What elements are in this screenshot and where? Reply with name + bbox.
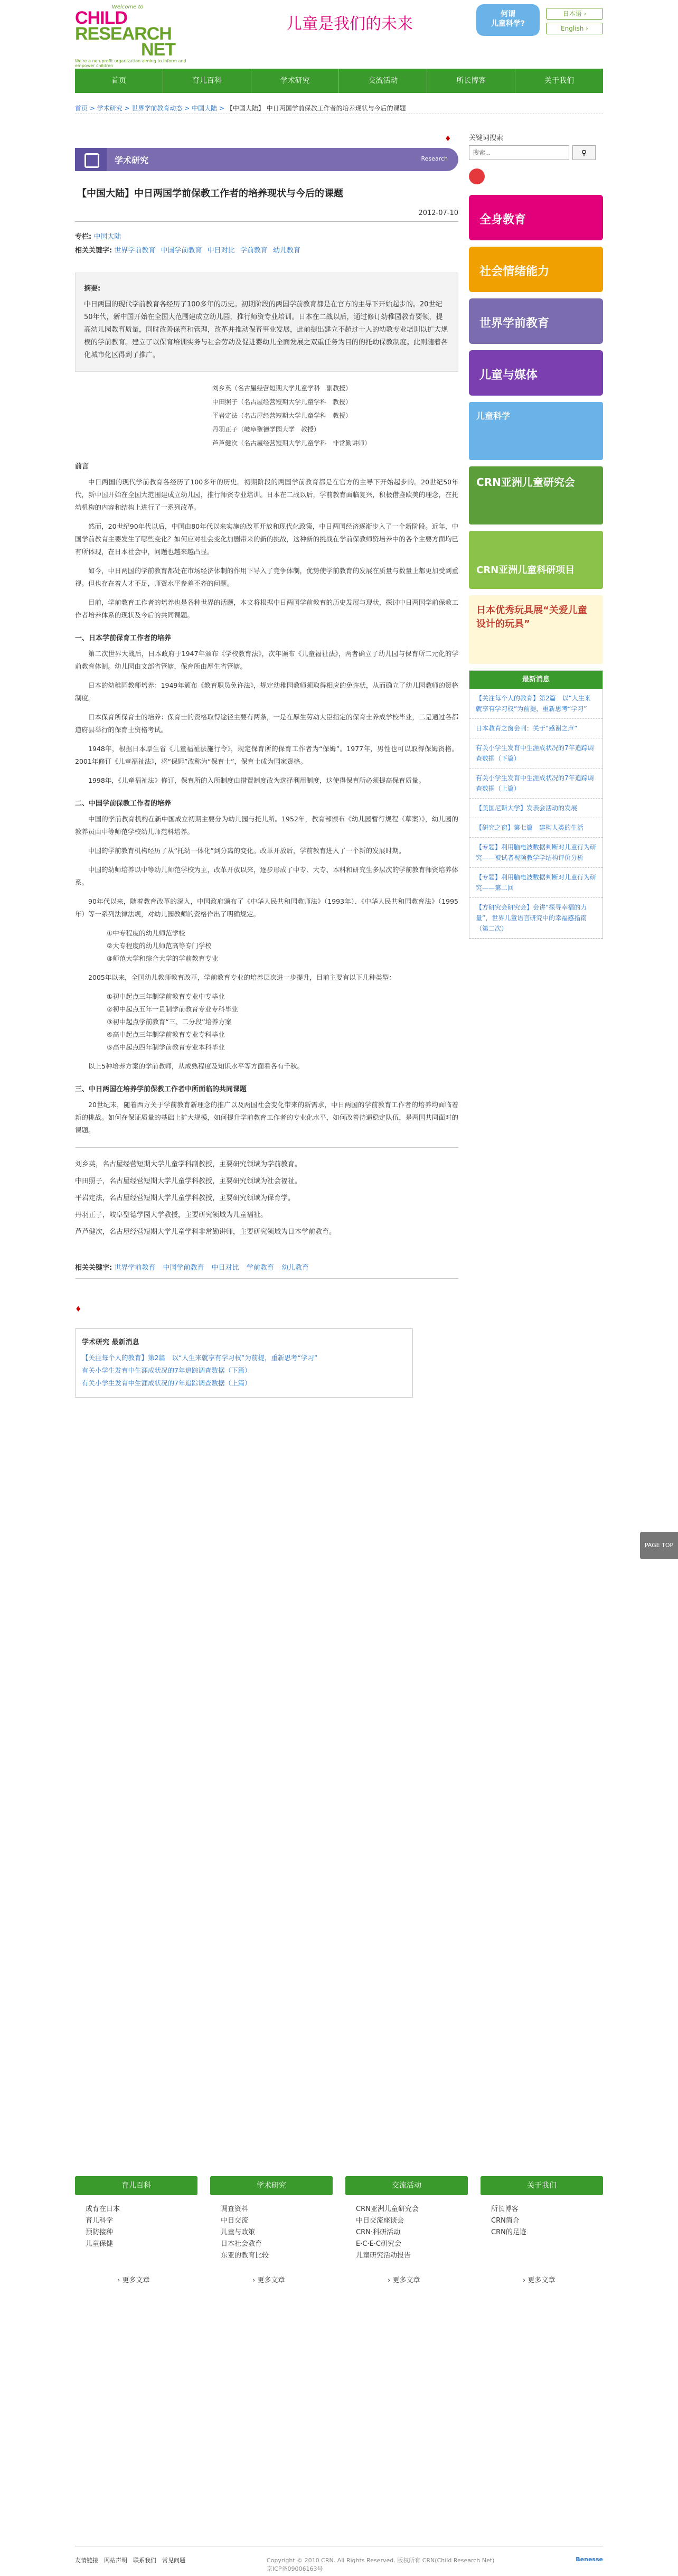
footer-link[interactable]: 所长博客 [491, 2205, 519, 2213]
footer-links[interactable]: 友情链接 网站声明 联系我们 常见问题 [75, 2557, 185, 2564]
keyword-link[interactable]: 世界学前教育 [114, 1264, 156, 1272]
footer-link[interactable]: 日本社会教育 [221, 2240, 262, 2248]
footer-link[interactable]: 儿童保健 [86, 2240, 114, 2248]
keyword-link[interactable]: 中国学前教育 [161, 247, 202, 255]
article-title: 【中国大陆】中日两国学前保教工作者的培养现状与今后的课题 [77, 188, 343, 199]
lang-english-button[interactable]: English › [546, 23, 603, 34]
nav-home[interactable]: 首页 [75, 69, 163, 93]
footer-col [75, 2176, 197, 2284]
author: 丹羽正子（岐阜聖德学园大学 教授） [212, 426, 321, 433]
author-profile: 平岩定法，名古屋经营短期大学儿童学科教授，主要研究领域为保育学。 [75, 1194, 295, 1202]
column-label: 专栏: [75, 233, 92, 241]
news-link[interactable]: 有关小学生发育中生涯成状况的7年追踪调查数据（上篇） [82, 1379, 251, 1387]
banner-label: CRN亚洲儿童科研项目 [476, 565, 575, 576]
author: 芦芦健次（名古屋经营短期大学儿童学科 非常勤讲师） [212, 439, 371, 447]
heading: 三、中日两国在培养学前保教工作者中所面临的共同课题 [75, 1085, 247, 1093]
icp-text: 京ICP备09006163号 [266, 2565, 323, 2572]
category-whole-education[interactable]: 全身教育 [469, 195, 603, 240]
author-profile: 中田照子，名古屋经营短期大学儿童学科教授，主要研究领域为社会福祉。 [75, 1177, 302, 1185]
latest-item[interactable]: 【美国尼斯大学】发表会活动的发展 [469, 799, 602, 818]
logo[interactable] [75, 4, 196, 68]
keyword-link[interactable]: 学前教育 [246, 1264, 274, 1272]
latest-item[interactable]: 有关小学生发育中生涯成状况的7年追踪调查数据（下篇） [469, 738, 602, 769]
paragraph: 如今，中日两国的学前教育都处在市场经济体制的作用下导入了竞争体制，优势使学前教育的发展在质量与数量上都更加受到重视。但也存在着人才不足，师资水平参差不齐的问题。 [75, 567, 458, 587]
list-item: ④高中起点三年制学前教育专业专科毕业 [107, 1031, 225, 1038]
footer-link[interactable]: CRN简介 [491, 2217, 520, 2225]
paragraph: 中国的学前教育机构在新中国成立初期主要分为幼儿园与托儿所。1952年，教育部颁布《幼儿园暂行规程（草案）》，幼儿园的教养员由中等师范学校幼儿师范科培养。 [75, 815, 458, 836]
author: 平岩定法（名古屋经营短期大学儿童学科 教授） [212, 412, 352, 419]
footer-col [210, 2176, 333, 2284]
banner-child-science[interactable] [469, 402, 603, 460]
breadcrumb-home[interactable]: 首页 [75, 105, 88, 112]
header [75, 0, 603, 68]
sidebar [469, 132, 603, 939]
footer-link[interactable]: CRN亚洲儿童研究会 [356, 2205, 419, 2213]
footer-col [481, 2176, 603, 2284]
footer-link[interactable]: 中日交流 [221, 2217, 249, 2225]
footer-link[interactable]: 成育在日本 [86, 2205, 120, 2213]
footer-link[interactable]: 儿童与政策 [221, 2228, 256, 2236]
keyword-label: 相关关键字: [75, 1264, 112, 1272]
latest-item[interactable]: 日本教育之窗会刊：关于“感谢之声” [469, 719, 602, 738]
page-top-button[interactable]: PAGE TOP [640, 1532, 678, 1559]
more-link[interactable]: › 更多文章 [117, 2277, 150, 2284]
latest-item[interactable]: 【方研究会研究会】会讲“探寻幸福的力量”，世界儿童语言研究中的幸福感指南（第二次） [469, 898, 602, 939]
lang-japanese-button[interactable]: 日本语 › [546, 8, 603, 20]
nav-about[interactable]: 关于我们 [544, 77, 575, 85]
author: 刘乡英（名古屋经营短期大学儿童学科 副教授） [212, 385, 352, 392]
heading: 一、日本学前保育工作者的培养 [75, 634, 172, 642]
bottom-keywords [75, 1262, 458, 1279]
list [107, 990, 458, 1054]
benesse-logo: Benesse [576, 2556, 603, 2563]
latest-item[interactable]: 【专题】利用脑电波数据判断对儿童行为研究——被试者视频教学学结构评价分析 [469, 838, 602, 868]
logo-line2: RESEARCH [75, 24, 172, 44]
main-nav [75, 69, 603, 93]
keyword-label: 相关关键字: [75, 247, 112, 255]
list-item: ②初中起点五年一贯制学前教育专业专科毕业 [107, 1005, 238, 1013]
category-world-preschool[interactable]: 世界学前教育 [469, 298, 603, 344]
footer-nav [75, 2176, 603, 2284]
footer-link[interactable]: 调查资料 [221, 2205, 249, 2213]
more-link[interactable]: › 更多文章 [523, 2277, 555, 2284]
author-profile: 刘乡英，名古屋经营短期大学儿童学科副教授，主要研究领域为学前教育。 [75, 1160, 302, 1168]
article-date: 2012-07-10 [75, 209, 458, 222]
keyword-link[interactable]: 幼儿教育 [272, 247, 300, 255]
breadcrumb-world[interactable]: 世界学前教育动态 [131, 105, 183, 112]
latest-news [469, 670, 603, 939]
category-children-media[interactable]: 儿童与媒体 [469, 350, 603, 396]
search-button[interactable] [572, 145, 596, 160]
column-link[interactable]: 中国大陆 [93, 233, 121, 241]
heading: 二、中国学前保教工作者的培养 [75, 800, 172, 808]
footer-link[interactable]: 育儿科学 [86, 2217, 114, 2225]
more-link[interactable]: › 更多文章 [388, 2277, 420, 2284]
author-list [212, 381, 458, 450]
banner-label: 日本优秀玩具展“关爱儿童设计的玩具” [476, 605, 587, 630]
banner-label: CRN亚洲儿童研究会 [476, 476, 575, 489]
footer-link[interactable]: 东亚的教育比较 [221, 2252, 269, 2260]
paragraph: 90年代以来，随着教育改革的深入，中国政府颁布了《中华人民共和国教师法》（1993年）、《中华人民共和国教育法》（1995年）等一系列法律法规，对幼儿园教师的资格作出了明确规定。 [75, 897, 458, 918]
latest-item[interactable]: 【专题】利用脑电波数据判断对儿童行为研究——第二回 [469, 868, 602, 898]
footer-col-title[interactable]: 学术研究 [210, 2176, 333, 2195]
paragraph: 然而，20世纪90年代以后，中国由80年代以来实施的改革开放和现代化政策，中日两国经济逐渐步入了一个新阶段。近年，中国学前教育主要发生了哪些变化？如何应对社会变化加剧带来的新的挑战，这种新的挑战在学前保教师资培养中的各个主要方面均已有所体现，在日本社会中，问题也越来越凸显。 [75, 522, 458, 556]
heading: 前言 [75, 463, 89, 471]
footer-link[interactable]: 预防接种 [86, 2228, 114, 2236]
abstract-title: 摘要: [84, 285, 101, 293]
breadcrumb-research[interactable]: 学术研究 [97, 105, 123, 112]
section-en: Research [421, 155, 448, 162]
author-profile: 芦芦健次，名古屋经营短期大学儿童学科非常勤讲师，主要研究领域为日本学前教育。 [75, 1228, 336, 1236]
list-item: ③师范大学和综合大学的学前教育专业 [107, 954, 219, 962]
list-item: ⑤高中起点四年制学前教育专业本科毕业 [107, 1043, 225, 1051]
article-body [75, 461, 458, 1137]
search-icon: ⚲ [581, 148, 587, 157]
weibo-share-icon[interactable]: ♦ [75, 1305, 82, 1314]
paragraph: 目前，学前教育工作者的培养也是各种世界的话题，本文将根据中日两国学前教育的历史发展与现状，探讨中日两国学前保教工作者培养体系的现状及今后的共同课题。 [75, 598, 458, 619]
list-item: ①初中起点三年制学前教育专业中专毕业 [107, 992, 225, 1000]
search-input[interactable] [469, 145, 569, 160]
nav-exchange[interactable]: 交流活动 [339, 69, 427, 93]
footer-col-title[interactable]: 关于我们 [481, 2176, 603, 2195]
weibo-share-icon[interactable]: ♦ [445, 135, 451, 143]
weibo-icon[interactable] [469, 168, 485, 184]
footer-link[interactable]: CRN·科研活动 [356, 2228, 400, 2236]
breadcrumb-current: 【中国大陆】 中日两国学前保教工作者的培养现状与今后的课题 [226, 105, 406, 112]
book-icon [75, 148, 107, 171]
list-item: ②大专程度的幼儿师范高等专门学校 [107, 942, 212, 950]
paragraph: 1998年，《儿童福祉法》修订，保育所的入所制度由措置制度改为选择利用制度，这使得保育所必须提高保育质量。 [88, 776, 426, 784]
logo-welcome: Welcome to [112, 4, 144, 10]
author-profile: 丹羽正子，岐阜聖德学园大学教授，主要研究领域为儿童福祉。 [75, 1211, 268, 1219]
nav-research[interactable]: 学术研究 [251, 69, 340, 93]
footer-link[interactable]: 儿童研究活动报告 [356, 2252, 411, 2260]
news-title: 学术研究 最新消息 [82, 1338, 139, 1346]
article-meta [75, 230, 458, 258]
paragraph: 中国的学前教育机构经历了从“托幼一体化”到分离的变化。改革开放后，学前教育进入了一个新的发展时期。 [88, 847, 406, 855]
footer [75, 2546, 603, 2573]
paragraph: 第二次世界大战后，日本政府于1947年颁布《学校教育法》，次年颁布《儿童福祉法》，两者确立了幼儿园与保育所二元化的学前教育体制。幼儿园由文部省管辖，保育所由厚生省管辖。 [75, 650, 458, 670]
search-box [469, 145, 603, 160]
footer-link[interactable]: 中日交流座谈会 [356, 2217, 404, 2225]
keyword-link[interactable]: 中国学前教育 [163, 1264, 204, 1272]
news-link[interactable]: 【关注每个人的教育】第2篇 以“人生来就享有学习权”为前提，重新思考“学习” [82, 1354, 318, 1362]
footer-col-title[interactable]: 育儿百科 [75, 2176, 197, 2195]
footer-link[interactable]: E·C·E·C研究会 [356, 2240, 401, 2248]
logo-line1: CHILD [75, 8, 127, 28]
banner-crn-project[interactable] [469, 531, 603, 589]
slogan: 儿童是我们的未来 [286, 15, 413, 33]
paragraph: 以上5种培养方案的学前教师，从成熟程度及知识水平等方面看各有千秋。 [88, 1062, 304, 1070]
section-header [75, 148, 458, 171]
keyword-link[interactable]: 中日对比 [207, 247, 235, 255]
language-switcher [546, 8, 603, 38]
paragraph: 中日两国的现代学前教育各经历了100多年的历史。初期阶段的两国学前教育都是在官方的主导下开始起步的。20世纪50年代，新中国开始在全国大范围建成立幼儿园，推行师资专业培训。日本在二战以后，学前教育面临复兴，积极借鉴欧美的理念，在托幼机构的内容和结构上进行了一系列改革。 [75, 478, 458, 511]
copyright [267, 2556, 494, 2573]
latest-title: 最新消息 [469, 671, 602, 689]
breadcrumb: 首页 > 学术研究 > 世界学前教育动态 > 中国大陆 > 【中国大陆】 中日两国学前保教工作者的培养现状与今后的课题 [75, 105, 406, 112]
abstract-text: 中日两国的现代学前教育各经历了100多年的历史。初期阶段的两国学前教育都是在官方的主导下开始起步的。20世纪50年代，新中国开始在全国大范围建成立幼儿园，推行师资专业培训。日本在二战以后，通过修订幼稚园教育要领，提高幼儿园教育质量，同时改善保育和管理，改革并推动保育事业发展，此前提出建立不超过十人的幼教专业培训以扩大规模的学前教育。建立了以保育培训实务与社会劳动及促进婴幼儿全面发展之双重任务为目的的托幼保教制度。此则随着各化城市化区得到了推广。 [84, 301, 448, 359]
list-item: ①中专程度的幼儿师范学校 [107, 929, 185, 937]
abstract-box [75, 273, 458, 372]
news-link[interactable]: 有关小学生发育中生涯成状况的7年追踪调查数据（下篇） [82, 1366, 251, 1374]
keyword-link[interactable]: 中日对比 [211, 1264, 239, 1272]
author-profiles [75, 1147, 458, 1241]
paragraph: 1948年，根据日本厚生省《儿童福祉法施行令》，规定保育所的保育工作者为“保姆”。1977年，男性也可以取得保姆资格。2001年修订《儿童福祉法》，将“保姆”改称为“保育士”，保育士成为国家资格。 [75, 745, 458, 765]
section-title: 学术研究 [115, 155, 149, 165]
footer-col-title[interactable]: 交流活动 [345, 2176, 468, 2195]
keyword-link[interactable]: 学前教育 [240, 247, 268, 255]
footer-link[interactable]: CRN的足迹 [491, 2228, 526, 2236]
banner-label: 儿童科学 [476, 411, 511, 421]
paragraph: 日本保育所保育士的培养：保育士的资格取得途径主要有两条，一是在厚生劳动大臣指定的保育士养成学校毕业，二是通过各都道府县举行的保育士资格考试。 [75, 713, 458, 734]
paragraph: 日本的幼稚园教师培养：1949年颁布《教育职员免许法》，规定幼稚园教师须取得相应的免许状，从而确立了幼儿园教师的资格制度。 [75, 681, 458, 702]
latest-item[interactable]: 【关注每个人的教育】第2篇 以“人生来就享有学习权”为前提，重新思考“学习” [469, 689, 602, 719]
nav-parenting[interactable]: 育儿百科 [163, 69, 251, 93]
list-item: ③初中起点学前教育“三、二分段”培养方案 [107, 1018, 232, 1026]
category-social-emotional[interactable]: 社会情绪能力 [469, 247, 603, 292]
footer-col [345, 2176, 468, 2284]
author: 中田照子（名古屋经营短期大学儿童学科 教授） [212, 398, 352, 406]
logo-subtitle: We're a non-profit organization aiming to inform and empower children [75, 59, 186, 68]
paragraph: 中国的幼师培养以中等幼儿师范学校为主，改革开放以来，逐步形成了中专、大专、本科和研究生多层次的学前教育师资培养体系。 [75, 866, 458, 886]
keyword-link[interactable]: 幼儿教育 [281, 1264, 309, 1272]
list [107, 927, 458, 965]
copyright-text: Copyright © 2010 CRN. All Rights Reserved. 版权所有 CRN(Child Research Net) [266, 2557, 495, 2564]
article-main [75, 148, 458, 1398]
logo-line3: NET [141, 40, 175, 60]
nav-blog[interactable]: 所长博客 [427, 69, 515, 93]
banner-toy-award[interactable] [469, 595, 603, 664]
keyword-link[interactable]: 世界学前教育 [114, 247, 156, 255]
latest-item[interactable]: 有关小学生发育中生涯成状况的7年追踪调查数据（上篇） [469, 769, 602, 799]
search-label: 关键词搜索 [469, 134, 504, 142]
paragraph: 2005年以来，全国幼儿教师教育改革，学前教育专业的培养层次进一步提升，目前主要有以下几种类型： [88, 973, 396, 981]
latest-item[interactable]: 【研究之窗】第七篇 建构人类的生活 [469, 818, 602, 838]
breadcrumb-china[interactable]: 中国大陆 [192, 105, 218, 112]
bubble-link[interactable]: 何谓 儿童科学? [476, 4, 540, 36]
banner-crn-asia[interactable] [469, 466, 603, 524]
more-link[interactable]: › 更多文章 [252, 2277, 285, 2284]
paragraph: 20世纪末，随着西方关于学前教育新理念的推广以及两国社会变化带来的新需求，中日两国的学前教育工作者的培养均面临着新的挑战。如何在保证质量的基础上扩大规模，如何提升学前教育工作者的专业化水平，如何改善待遇稳定队伍，是两国共同面对的课题。 [75, 1101, 458, 1134]
research-news [75, 1328, 413, 1398]
